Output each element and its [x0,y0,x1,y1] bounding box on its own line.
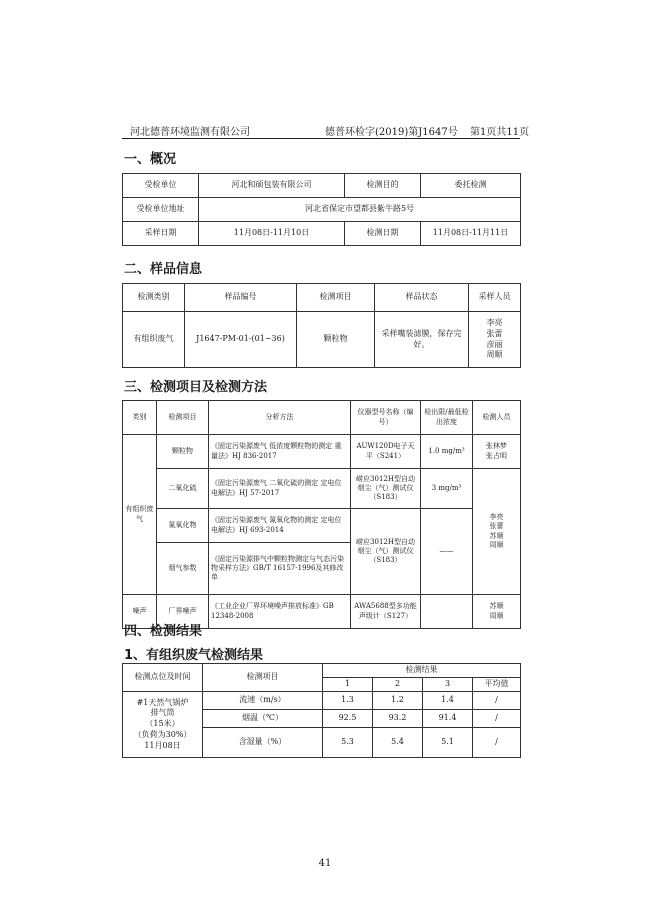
table-header: 样品状态 [375,284,469,312]
table-cell: / [473,710,521,728]
person-name: 李亮 [489,513,504,522]
table-cell: 噪声 [123,595,157,629]
table-cell: 11月08日-11月10日 [199,222,345,246]
table-cell: 91.4 [423,710,473,728]
table-cell: 受检单位地址 [123,198,199,222]
method-table [122,400,521,629]
table-header: 2 [373,678,423,692]
section-3-title: 三、检测项目及检测方法 [124,380,268,395]
point-line: #1天然气锅炉 [136,697,189,707]
person-name: 苏顺 [489,602,504,611]
table-cell: 崂应3012H型自动烟尘（气）测试仪（S183） [351,509,421,595]
table-cell: 流速（m/s） [203,692,323,710]
person-name: 张林梦 [486,442,507,451]
table-cell: J1647-PM-01-(01~36) [185,312,297,368]
table-header: 检测点位及时间 [123,664,203,692]
table-cell: 《工业企业厂界环境噪声排放标准》GB 12348-2008 [209,595,351,629]
table-cell: 1.2 [373,692,423,710]
page-number: 41 [318,858,332,869]
table-cell: 有组织废气 [123,312,185,368]
person-name: 李亮 [486,317,503,327]
table-header: 检测项目 [297,284,375,312]
person-name: 周顺 [486,350,503,360]
table-row [123,664,521,678]
table-cell: 有组织废气 [123,435,157,595]
point-line: 排气筒 [150,708,175,718]
table-row [123,469,521,509]
table-cell: 93.2 [373,710,423,728]
person-name: 苏顺 [489,531,504,540]
header-company: 河北德普环境监测有限公司 [130,127,250,138]
table-cell: 11月08日-11月11日 [421,222,521,246]
table-cell: / [473,692,521,710]
table-header: 检测项目 [203,664,323,692]
section-4-title: 四、检测结果 [124,624,203,639]
table-cell: 颗粒物 [297,312,375,368]
table-cell: AUW120D电子天平（S241） [351,435,421,469]
table-cell: 《固定污染源废气 氮氧化物的测定 定电位电解法》HJ 693-2014 [209,509,351,543]
person-name: 张蕾 [489,522,504,531]
table-cell: 采样日期 [123,222,199,246]
table-row [123,222,521,246]
table-cell: 5.4 [373,728,423,758]
table-cell: 《固定污染源废气 低浓度颗粒物的测定 重量法》HJ 836-2017 [209,435,351,469]
table-cell: 检测目的 [345,174,421,198]
table-header: 类别 [123,401,157,435]
person-name: 周顺 [489,540,504,549]
table-cell [123,692,203,758]
table-header: 3 [423,678,473,692]
table-cell: 厂界噪声 [157,595,209,629]
point-line: （负荷为30%） [133,729,192,739]
table-cell: 1.4 [423,692,473,710]
table-cell: 烟温（℃） [203,710,323,728]
table-cell: 5.1 [423,728,473,758]
table-header: 采样人员 [469,284,521,312]
table-header: 平均值 [473,678,521,692]
table-cell: 河北和硕包装有限公司 [199,174,345,198]
table-cell [473,435,521,469]
table-cell: 二氧化硫 [157,469,209,509]
table-cell: 含湿量（%） [203,728,323,758]
header-rule [122,138,520,139]
table-cell: 委托检测 [421,174,521,198]
table-header: 检测人员 [473,401,521,435]
table-cell: / [473,728,521,758]
table-header: 1 [323,678,373,692]
table-row [123,174,521,198]
table-cell: 河北省保定市望都县紫牛路5号 [199,198,521,222]
table-cell: 氮氧化物 [157,509,209,543]
table-row [123,284,521,312]
table-cell: 3 mg/m³ [421,469,473,509]
person-name: 彦丽 [486,339,503,349]
person-name: 张占明 [486,451,507,460]
table-header: 检测项目 [157,401,209,435]
table-header: 仪器型号名称（编号） [351,401,421,435]
table-cell: 检测日期 [345,222,421,246]
overview-table [122,173,521,246]
section-4-subtitle: 1、有组织废气检测结果 [124,648,264,663]
table-cell: 采样嘴装滤膜，保存完好。 [375,312,469,368]
table-cell [473,595,521,629]
table-header: 检测类别 [123,284,185,312]
table-cell [421,595,473,629]
table-cell: 崂应3012H型自动烟尘（气）测试仪（S183） [351,469,421,509]
table-cell: 1.0 mg/m³ [421,435,473,469]
table-row [123,509,521,543]
table-cell: 《固定污染源排气中颗粒物测定与气态污染物采样方法》GB/T 16157-1996及其修改单 [209,543,351,595]
table-cell: —— [421,509,473,595]
table-cell: 颗粒物 [157,435,209,469]
sample-table [122,283,521,368]
table-row [123,692,521,710]
table-cell: 《固定污染源废气 二氧化硫的测定 定电位电解法》HJ 57-2017 [209,469,351,509]
table-cell: AWA5688型多功能声级计（S127） [351,595,421,629]
results-table [122,663,521,758]
point-line: 11月08日 [144,740,181,750]
table-header: 样品编号 [185,284,297,312]
header-page: 第1页共11页 [470,127,530,138]
person-name: 张蕾 [486,328,503,338]
table-cell: 烟气参数 [157,543,209,595]
table-cell: 1.3 [323,692,373,710]
header-report-no: 德普环检字(2019)第J1647号 [325,127,458,138]
table-header: 分析方法 [209,401,351,435]
section-2-title: 二、样品信息 [124,262,203,277]
table-header: 检测结果 [323,664,521,678]
point-line: （15米） [145,719,180,729]
table-row [123,312,521,368]
table-row [123,435,521,469]
table-cell: 92.5 [323,710,373,728]
table-row [123,401,521,435]
table-cell: 5.3 [323,728,373,758]
table-header: 检出限/最低检出浓度 [421,401,473,435]
section-1-title: 一、概况 [124,152,177,167]
table-cell [469,312,521,368]
table-cell [473,469,521,595]
person-name: 周顺 [489,611,504,620]
table-row [123,198,521,222]
table-cell: 受检单位 [123,174,199,198]
